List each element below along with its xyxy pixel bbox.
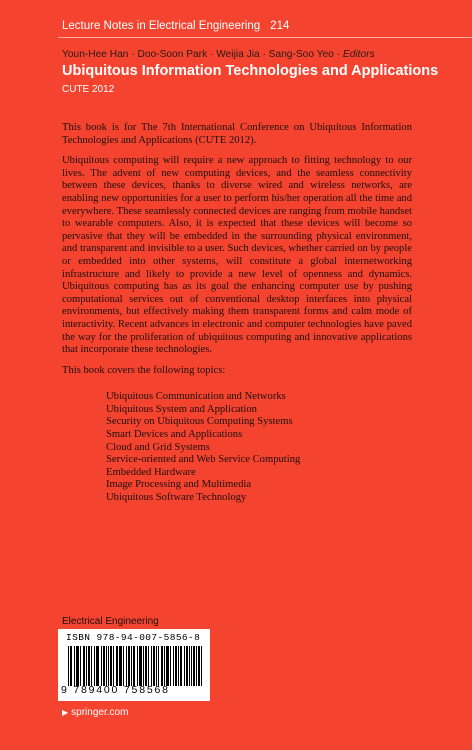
- barcode-bar: [139, 646, 140, 686]
- barcode-bar: [154, 646, 155, 686]
- barcode-bar: [101, 646, 102, 686]
- barcode-bar: [187, 646, 188, 686]
- barcode-bar: [162, 646, 163, 686]
- barcode-bar: [189, 646, 190, 686]
- barcode-bar: [128, 646, 129, 686]
- barcode-bar: [104, 646, 105, 686]
- topics-intro: This book covers the following topics:: [62, 364, 226, 376]
- barcode-bar: [201, 646, 202, 686]
- barcode-bar: [89, 646, 90, 686]
- series-number: 214: [270, 20, 290, 32]
- barcode-bar: [74, 646, 75, 686]
- header-divider: [58, 37, 472, 38]
- barcode-bar: [191, 646, 192, 686]
- topic-item: Ubiquitous Software Technology: [106, 492, 247, 504]
- barcode-bar: [123, 646, 124, 686]
- barcode-bar: [158, 646, 159, 686]
- barcode-bar: [180, 646, 181, 686]
- topic-item: Image Processing and Multimedia: [106, 479, 252, 491]
- barcode-bar: [140, 646, 141, 686]
- barcode-bar: [108, 646, 109, 686]
- barcode-bar: [137, 646, 138, 686]
- barcode-bar: [129, 646, 130, 686]
- barcode-digits: 9 789400 758568: [61, 684, 170, 696]
- barcode-bar: [141, 646, 142, 686]
- barcode-bar: [103, 646, 104, 686]
- topic-item: Ubiquitous Communication and Networks: [106, 391, 286, 403]
- arrow-right-icon: ▶: [62, 708, 69, 717]
- barcode-block: [58, 629, 210, 701]
- barcode-bar: [184, 646, 185, 686]
- barcode-bar: [117, 646, 118, 686]
- barcode-bar: [168, 646, 169, 686]
- barcode-bar: [77, 646, 78, 686]
- editors-names: Youn-Hee Han · Doo-Soon Park · Weijia Jia · Sang-Soo Yeo: [62, 49, 334, 60]
- barcode-bar: [199, 646, 200, 686]
- barcode-bar: [83, 646, 84, 686]
- series-line: [62, 20, 289, 32]
- barcode-bar: [121, 646, 122, 686]
- barcode-bar: [76, 646, 77, 686]
- barcode-bar: [126, 646, 127, 686]
- barcode-bar: [164, 646, 165, 686]
- barcode-bar: [78, 646, 79, 686]
- barcode-bar: [84, 646, 85, 686]
- barcode-bar: [148, 646, 149, 686]
- barcode-bar: [167, 646, 168, 686]
- barcode-bar: [86, 646, 87, 686]
- barcode-bar: [88, 646, 89, 686]
- barcode-bar: [198, 646, 199, 686]
- publisher-website[interactable]: [62, 707, 128, 718]
- barcode-bar: [111, 646, 112, 686]
- barcode-bar: [119, 646, 120, 686]
- subject-category: Electrical Engineering: [62, 616, 159, 627]
- topic-item: Smart Devices and Applications: [106, 429, 243, 441]
- barcode-bar: [170, 646, 171, 686]
- back-cover-description: [62, 122, 412, 505]
- barcode-bar: [193, 646, 194, 686]
- barcode-bar: [134, 646, 135, 686]
- barcode-bar: [178, 646, 179, 686]
- barcode-bar: [96, 646, 97, 686]
- barcode-bar: [173, 646, 174, 686]
- editors-separator: ·: [336, 49, 343, 60]
- intro-paragraph: This book is for The 7th International Conference on Ubiquitous Information Technologies and Applications (CUTE 2012).: [62, 122, 412, 146]
- barcode-bar: [166, 646, 167, 686]
- barcode-bar: [143, 646, 144, 686]
- barcode-bar: [146, 646, 147, 686]
- barcode-bar: [145, 646, 146, 686]
- barcode-bar: [106, 646, 107, 686]
- barcode-bar: [133, 646, 134, 686]
- barcode-bar: [98, 646, 99, 686]
- barcode-bar: [153, 646, 154, 686]
- barcode-bar: [94, 646, 95, 686]
- barcode-bar: [71, 646, 72, 686]
- topic-item: Cloud and Grid Systems: [106, 441, 210, 453]
- barcode-bar: [194, 646, 195, 686]
- barcode-bar: [116, 646, 117, 686]
- topic-item: Security on Ubiquitous Computing Systems: [106, 416, 293, 428]
- barcode-bar: [161, 646, 162, 686]
- barcode-bar: [186, 646, 187, 686]
- main-paragraph: Ubiquitous computing will require a new approach to fitting technology to our lives. The advent of new computing devices, and the seamless connectivity between these devices, thanks to diverse wired and wireless networks, are enabling new opportunities for a user to perform his/her operation all the time and everywhere. These seamlessly connected devices are ranging from mobile handset to wearable computers. Also, it is expected that these devices will become so pervasive that they will be embedded in the surrounding physical environment, and transparent and invisible to a user. Such devices, whether carried on by people or embedded into other systems, will constitute a global internetworking infrastructure and likely to provide a new level of openness and dynamics. Ubiquitous computing has as its goal the enhancing computer use by pushing computational services out of conventional desktop interfaces into physical environments, but effectively making them transparent forms and calm mode of interactivity. Recent advances in electronic and computer technologies have paved the way for the proliferation of ubiquitous computing and innovative applications that incorporate these technologies.: [62, 155, 412, 356]
- barcode-bar: [196, 646, 197, 686]
- topic-item: Embedded Hardware: [106, 466, 196, 478]
- barcode-bar: [131, 646, 132, 686]
- website-text: springer.com: [71, 707, 129, 718]
- barcode-bar: [175, 646, 176, 686]
- barcode-bar: [156, 646, 157, 686]
- barcode-bar: [176, 646, 177, 686]
- barcode-bar: [120, 646, 121, 686]
- barcode-image: [68, 646, 202, 686]
- isbn-text: ISBN 978-94-007-5856-8: [66, 632, 201, 643]
- topic-item: Service-oriented and Web Service Computing: [106, 454, 301, 466]
- series-name: Lecture Notes in Electrical Engineering: [62, 20, 261, 32]
- barcode-bar: [97, 646, 98, 686]
- barcode-bar: [68, 646, 69, 686]
- barcode-bar: [91, 646, 92, 686]
- barcode-bar: [113, 646, 114, 686]
- barcode-bar: [151, 646, 152, 686]
- book-subtitle: CUTE 2012: [62, 84, 115, 95]
- editors-line: [62, 49, 375, 60]
- book-title: Ubiquitous Information Technologies and Applications: [62, 63, 439, 79]
- editors-role: Editors: [342, 49, 375, 60]
- topics-list: [106, 391, 412, 504]
- topic-item: Ubiquitous System and Application: [106, 403, 257, 415]
- barcode-bar: [181, 646, 182, 686]
- barcode-bar: [70, 646, 71, 686]
- barcode-bar: [110, 646, 111, 686]
- barcode-bar: [80, 646, 81, 686]
